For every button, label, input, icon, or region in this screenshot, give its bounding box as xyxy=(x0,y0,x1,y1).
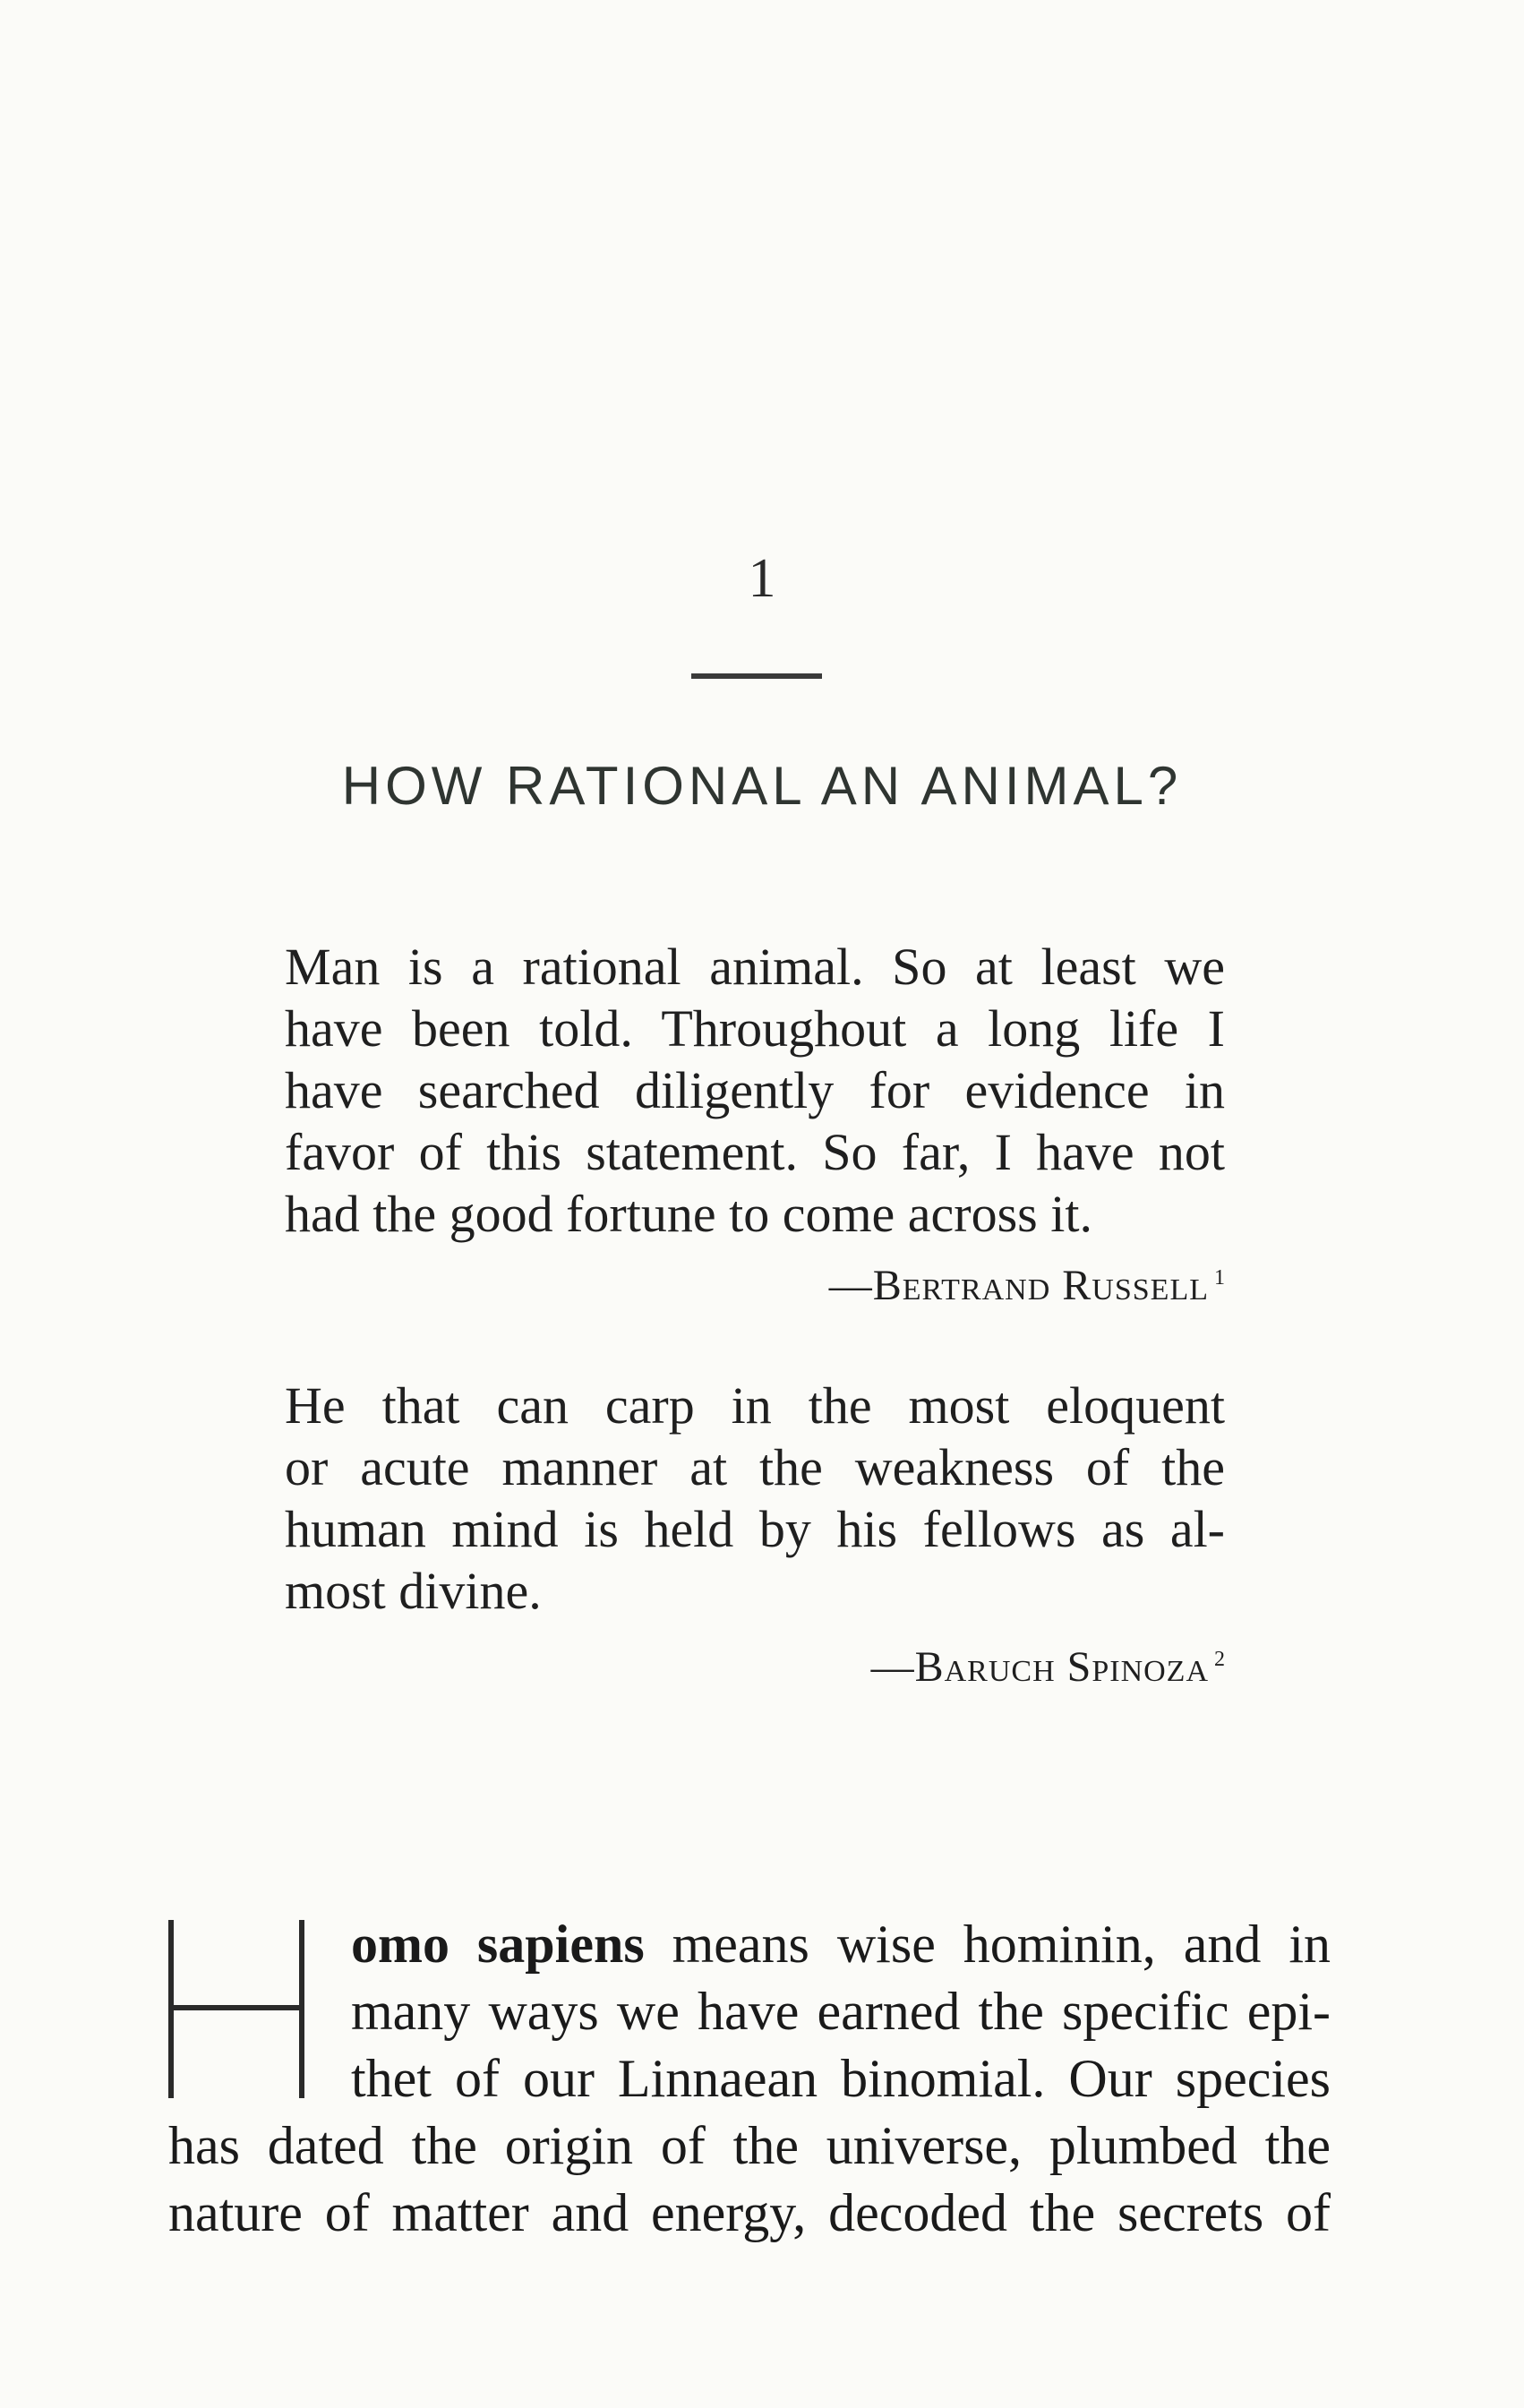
epigraph-line: human mind is held by his fellows as al- xyxy=(285,1500,1225,1558)
attribution-text: —Baruch Spinoza xyxy=(870,1643,1209,1691)
drop-cap-letter xyxy=(168,1920,321,2098)
epigraph-spinoza xyxy=(285,1375,1225,1622)
epigraph-line: had the good fortune to come across it. xyxy=(285,1185,1092,1243)
chapter-divider xyxy=(691,673,822,679)
epigraph-line: most divine. xyxy=(285,1562,542,1620)
epigraph-line: favor of this statement. So far, I have not xyxy=(285,1123,1225,1181)
chapter-title: HOW RATIONAL AN ANIMAL? xyxy=(341,756,1183,816)
lead-in-text: omo sapiens xyxy=(351,1915,645,1974)
footnote-ref: 1 xyxy=(1214,1266,1225,1290)
chapter-number: 1 xyxy=(748,548,776,609)
body-line: has dated the origin of the universe, plumbed the xyxy=(168,2116,1331,2175)
epigraph-line: He that can carp in the most eloquent xyxy=(285,1376,1225,1435)
epigraph-attribution-spinoza xyxy=(870,1643,1225,1691)
body-paragraph xyxy=(168,1911,1331,2247)
footnote-ref: 2 xyxy=(1214,1648,1225,1671)
body-line xyxy=(168,1911,1331,1978)
epigraph-line: Man is a rational animal. So at least we xyxy=(285,938,1225,996)
body-line: nature of matter and energy, decoded the secrets of xyxy=(168,2183,1331,2242)
attribution-text: —Bertrand Russell xyxy=(828,1262,1209,1309)
body-line-text: means wise hominin, and in xyxy=(644,1915,1331,1974)
body-line: thet of our Linnaean binomial. Our species xyxy=(351,2049,1331,2108)
epigraph-line: have been told. Throughout a long life I xyxy=(285,999,1225,1058)
epigraph-attribution-russell xyxy=(829,1264,1225,1307)
epigraph-russell xyxy=(285,936,1225,1245)
epigraph-line: have searched diligently for evidence in xyxy=(285,1061,1225,1119)
body-line: many ways we have earned the specific epi- xyxy=(351,1982,1331,2041)
epigraph-line: or acute manner at the weakness of the xyxy=(285,1438,1225,1496)
